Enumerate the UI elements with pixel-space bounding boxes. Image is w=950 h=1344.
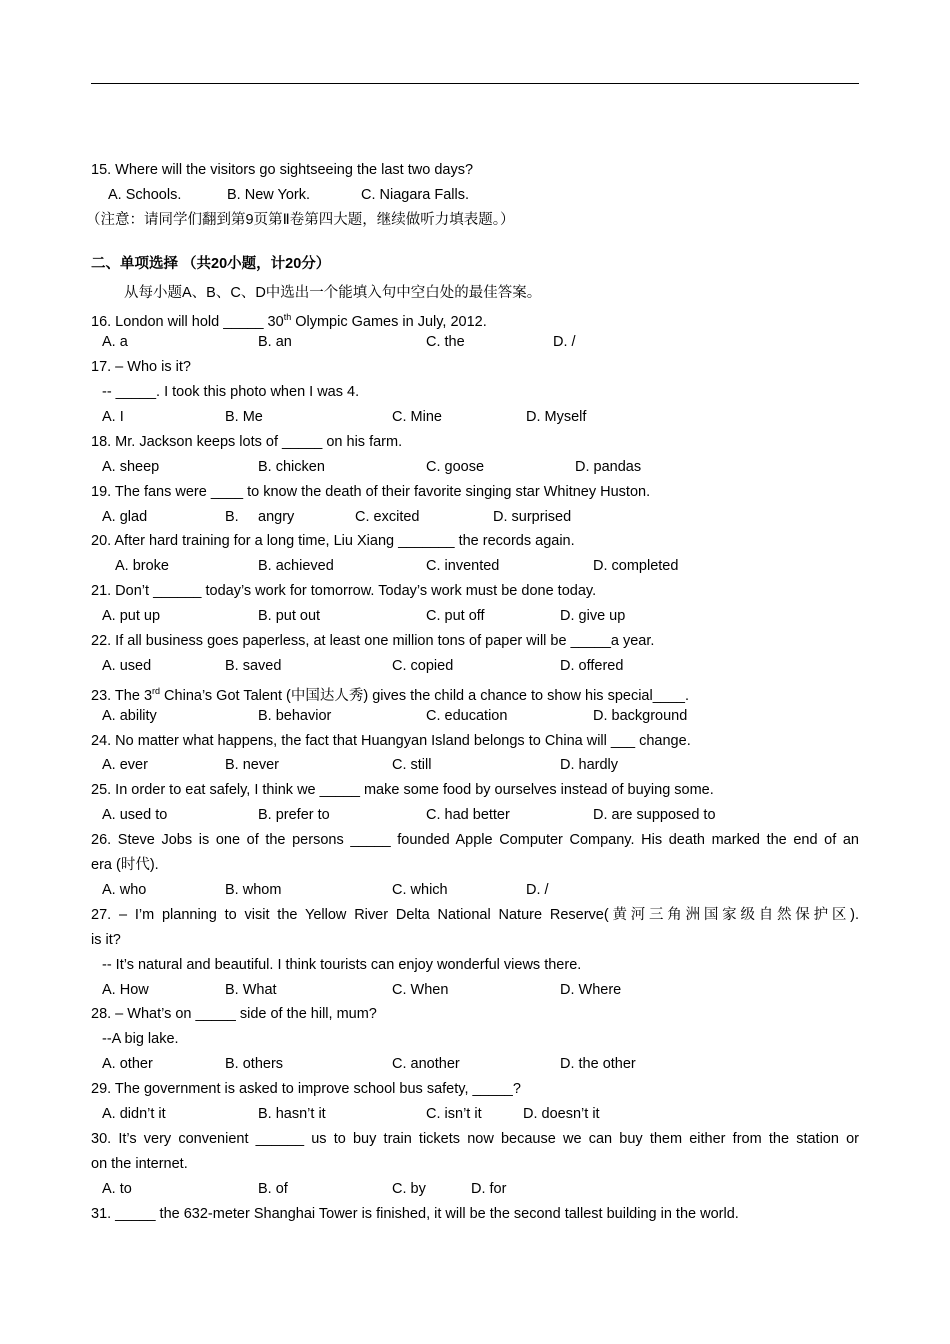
- question-21-options: A. put up B. put out C. put off D. give up: [102, 608, 626, 625]
- option: B. New York.: [227, 186, 311, 203]
- question-25-options: A. used to B. prefer to C. had better D. are supposed to: [102, 807, 716, 824]
- exam-page: [86, 158, 859, 1226]
- question-15-options: [91, 183, 859, 208]
- question-16-options: A. a B. an C. the D. /: [102, 334, 576, 351]
- option: A. Schools.: [108, 186, 182, 203]
- question-19-options: A. glad B. angry C. excited D. surprised: [102, 508, 572, 525]
- question-24-stem: 24. No matter what happens, the fact that Huangyan Island belongs to China will ___ change.: [91, 732, 691, 749]
- question-22-stem: 22. If all business goes paperless, at least one million tons of paper will be _____a year.: [91, 633, 655, 650]
- question-27-answer-line: -- It’s natural and beautiful. I think tourists can enjoy wonderful views there.: [102, 956, 582, 973]
- question-28-options: A. other B. others C. another D. the other: [102, 1056, 636, 1073]
- question-20-stem: 20. After hard training for a long time, Liu Xiang _______ the records again.: [91, 533, 575, 550]
- question-31-stem: 31. _____ the 632-meter Shanghai Tower is finished, it will be the second tallest building in the world.: [91, 1205, 739, 1222]
- question-30-options: A. to B. of C. by D. for: [102, 1180, 507, 1197]
- question-29-options: A. didn’t it B. hasn’t it C. isn’t it D. doesn’t it: [102, 1105, 600, 1122]
- question-18-options: A. sheep B. chicken C. goose D. pandas: [102, 458, 642, 475]
- question-19-stem: 19. The fans were ____ to know the death of their favorite singing star Whitney Huston.: [91, 483, 651, 500]
- question-17-stem: 17. – Who is it?: [91, 359, 191, 376]
- question-26-line: era (时代).: [91, 857, 159, 874]
- question-27-options: A. How B. What C. When D. Where: [102, 981, 622, 998]
- question-28-stem: 28. – What’s on _____ side of the hill, mum?: [91, 1006, 377, 1023]
- question-25-stem: 25. In order to eat safely, I think we _____ make some food by ourselves instead of buying some.: [91, 782, 714, 799]
- question-27-stem: 27. – I’m planning to visit the Yellow River Delta National Nature Reserve(黄河三角洲国家级自然保护区).: [91, 906, 859, 923]
- question-26-stem: 26. Steve Jobs is one of the persons _____ founded Apple Computer Company. His death marked the end of an: [91, 832, 859, 849]
- header-rule: [91, 83, 859, 84]
- question-15-stem: 15. Where will the visitors go sightseeing the last two days?: [91, 162, 474, 178]
- question-22-options: A. used B. saved C. copied D. offered: [102, 657, 624, 674]
- option: C. Niagara Falls.: [361, 186, 469, 203]
- question-26-options: A. who B. whom C. which D. /: [102, 881, 549, 898]
- question-23-options: A. ability B. behavior C. education D. background: [102, 707, 688, 724]
- section-heading: 二、单项选择 （共20小题，计20分）: [91, 255, 331, 272]
- question-17-line: -- _____. I took this photo when I was 4.: [102, 384, 360, 401]
- question-29-stem: 29. The government is asked to improve school bus safety, _____?: [91, 1081, 521, 1098]
- question-28-line: --A big lake.: [102, 1031, 179, 1048]
- note: （注意：请同学们翻到第9页第Ⅱ卷第四大题，继续做听力填表题。）: [86, 211, 515, 228]
- question-30-line: on the internet.: [91, 1155, 188, 1172]
- question-27-line: is it?: [91, 931, 121, 948]
- question-21-stem: 21. Don’t ______ today’s work for tomorrow. Today’s work must be done today.: [91, 583, 597, 600]
- question-20-options: A. broke B. achieved C. invented D. completed: [115, 558, 679, 575]
- section-instruction: 从每小题A、B、C、D中选出一个能填入句中空白处的最佳答案。: [124, 284, 542, 301]
- question-17-options: A. I B. Me C. Mine D. Myself: [102, 409, 587, 426]
- question-16-stem: 16. London will hold _____ 30th Olympic Games in July, 2012.: [91, 312, 487, 331]
- question-23-stem: 23. The 3rd China’s Got Talent (中国达人秀) gives the child a chance to show his special____.: [91, 685, 690, 704]
- question-24-options: A. ever B. never C. still D. hardly: [102, 757, 619, 774]
- question-18-stem: 18. Mr. Jackson keeps lots of _____ on his farm.: [91, 433, 403, 450]
- question-30-stem: 30. It’s very convenient ______ us to buy train tickets now because we can buy them either from the station or: [91, 1130, 859, 1147]
